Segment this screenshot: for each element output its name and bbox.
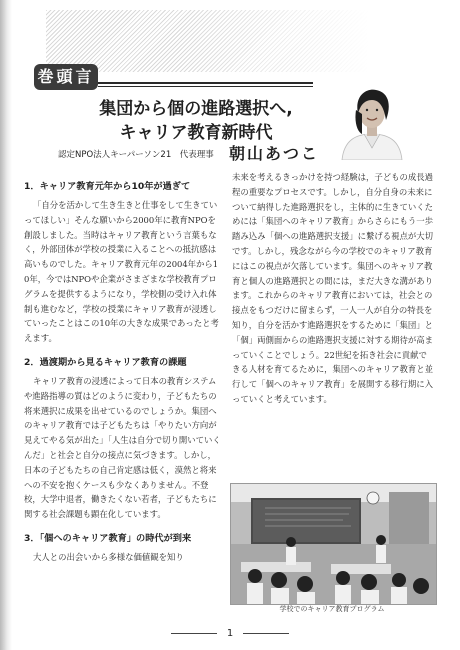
author-name: 朝山あつこ	[229, 144, 320, 163]
section-3-heading: 3．「個へのキャリア教育」の時代が到来	[24, 532, 192, 544]
left-column	[24, 170, 222, 565]
header-hatch-fade	[180, 10, 451, 72]
right-column-body: 未来を考えるきっかけを持つ経験は，子どもの成長過程の重要なプロセスです。しかし，自分自身の未来について納得した進路選択をし，主体的に生きていくためには「集団へのキャリア教育」からさらにもう一歩踏み込み「個への進路選択支援」に繋げる視点が大切です。しかし，残念ながら今の学校でのキャリア教育にはこの視点が欠落しています。集団へのキャリア教育と個人の進路選択との間には，まだ大きな溝があります。これからのキャリア教育においては，社会との接点をもつだけに留まらず，一人一人が自分の特長を知り，自分を活かす進路選択をするために「集団」と「個」両側面からの進路選択支援に対する期待が高まっていくことでしょう。22世紀を拓き社会に貢献できる人材を育てるために，集団へのキャリア教育と並行して「個へのキャリア教育」を展開する移行期に入っていくと考えています。	[232, 172, 433, 404]
classroom-photo	[230, 483, 437, 605]
article-title-line2: キャリア教育新時代	[119, 123, 273, 143]
section-1-heading: 1．キャリア教育元年から10年が過ぎて	[24, 181, 191, 192]
section-3-body: 大人との出会いから多様な価値観を知り	[33, 551, 184, 562]
article-title-line1: 集団から個の進路選択へ,	[99, 99, 293, 119]
section-1-body: 「自分を活かして生き生きと仕事をして生きていってほしい」そんな願いから2000年に教育NPOを創設しました。当時はキャリア教育という言葉もなく，外部団体が学校の授業に入ることへの抵抗感は高いものでした。キャリア教育元年の2004年から10年，今ではNPOや企業がさまざまな学校教育プログラムを提供するようになり，学校側の受け入れ体制も進むなど，学校の授業にキャリア教育が浸透していったことはこの10年の大きな成果であったと考えます。	[24, 200, 219, 344]
foreword-badge: 巻頭言	[34, 64, 98, 90]
page-binding-shadow	[0, 0, 12, 650]
section-2-heading: 2．過渡期から見るキャリア教育の課題	[24, 356, 187, 368]
author-portrait	[334, 80, 410, 160]
right-column	[232, 170, 434, 407]
section-2-body: キャリア教育の浸透によって日本の教育システムや進路指導の質はどのように変わり，子どもたちの将来選択に成果を出せているのでしょうか。集団へのキャリア教育では子どもたちは「やりたい方向が見えてやる気が出た」「人生は自分で切り開いていくんだ」と社会と自分の接点に気づきます。しかし，日本の子どもたちの自己肯定感は低く，漠然と将来への不安を抱くケースも少なくありません。不登校，大学中退者，働きたくない若者，子どもたちに関する社会課題も顕在化しています。	[24, 375, 221, 520]
page-number: 1	[150, 628, 310, 639]
header-rule-thin	[98, 86, 313, 87]
header-rule	[98, 82, 313, 84]
author-affiliation: 認定NPO法人キーパーソン21 代表理事	[58, 150, 214, 160]
photo-caption: 学校でのキャリア教育プログラム	[279, 605, 385, 613]
